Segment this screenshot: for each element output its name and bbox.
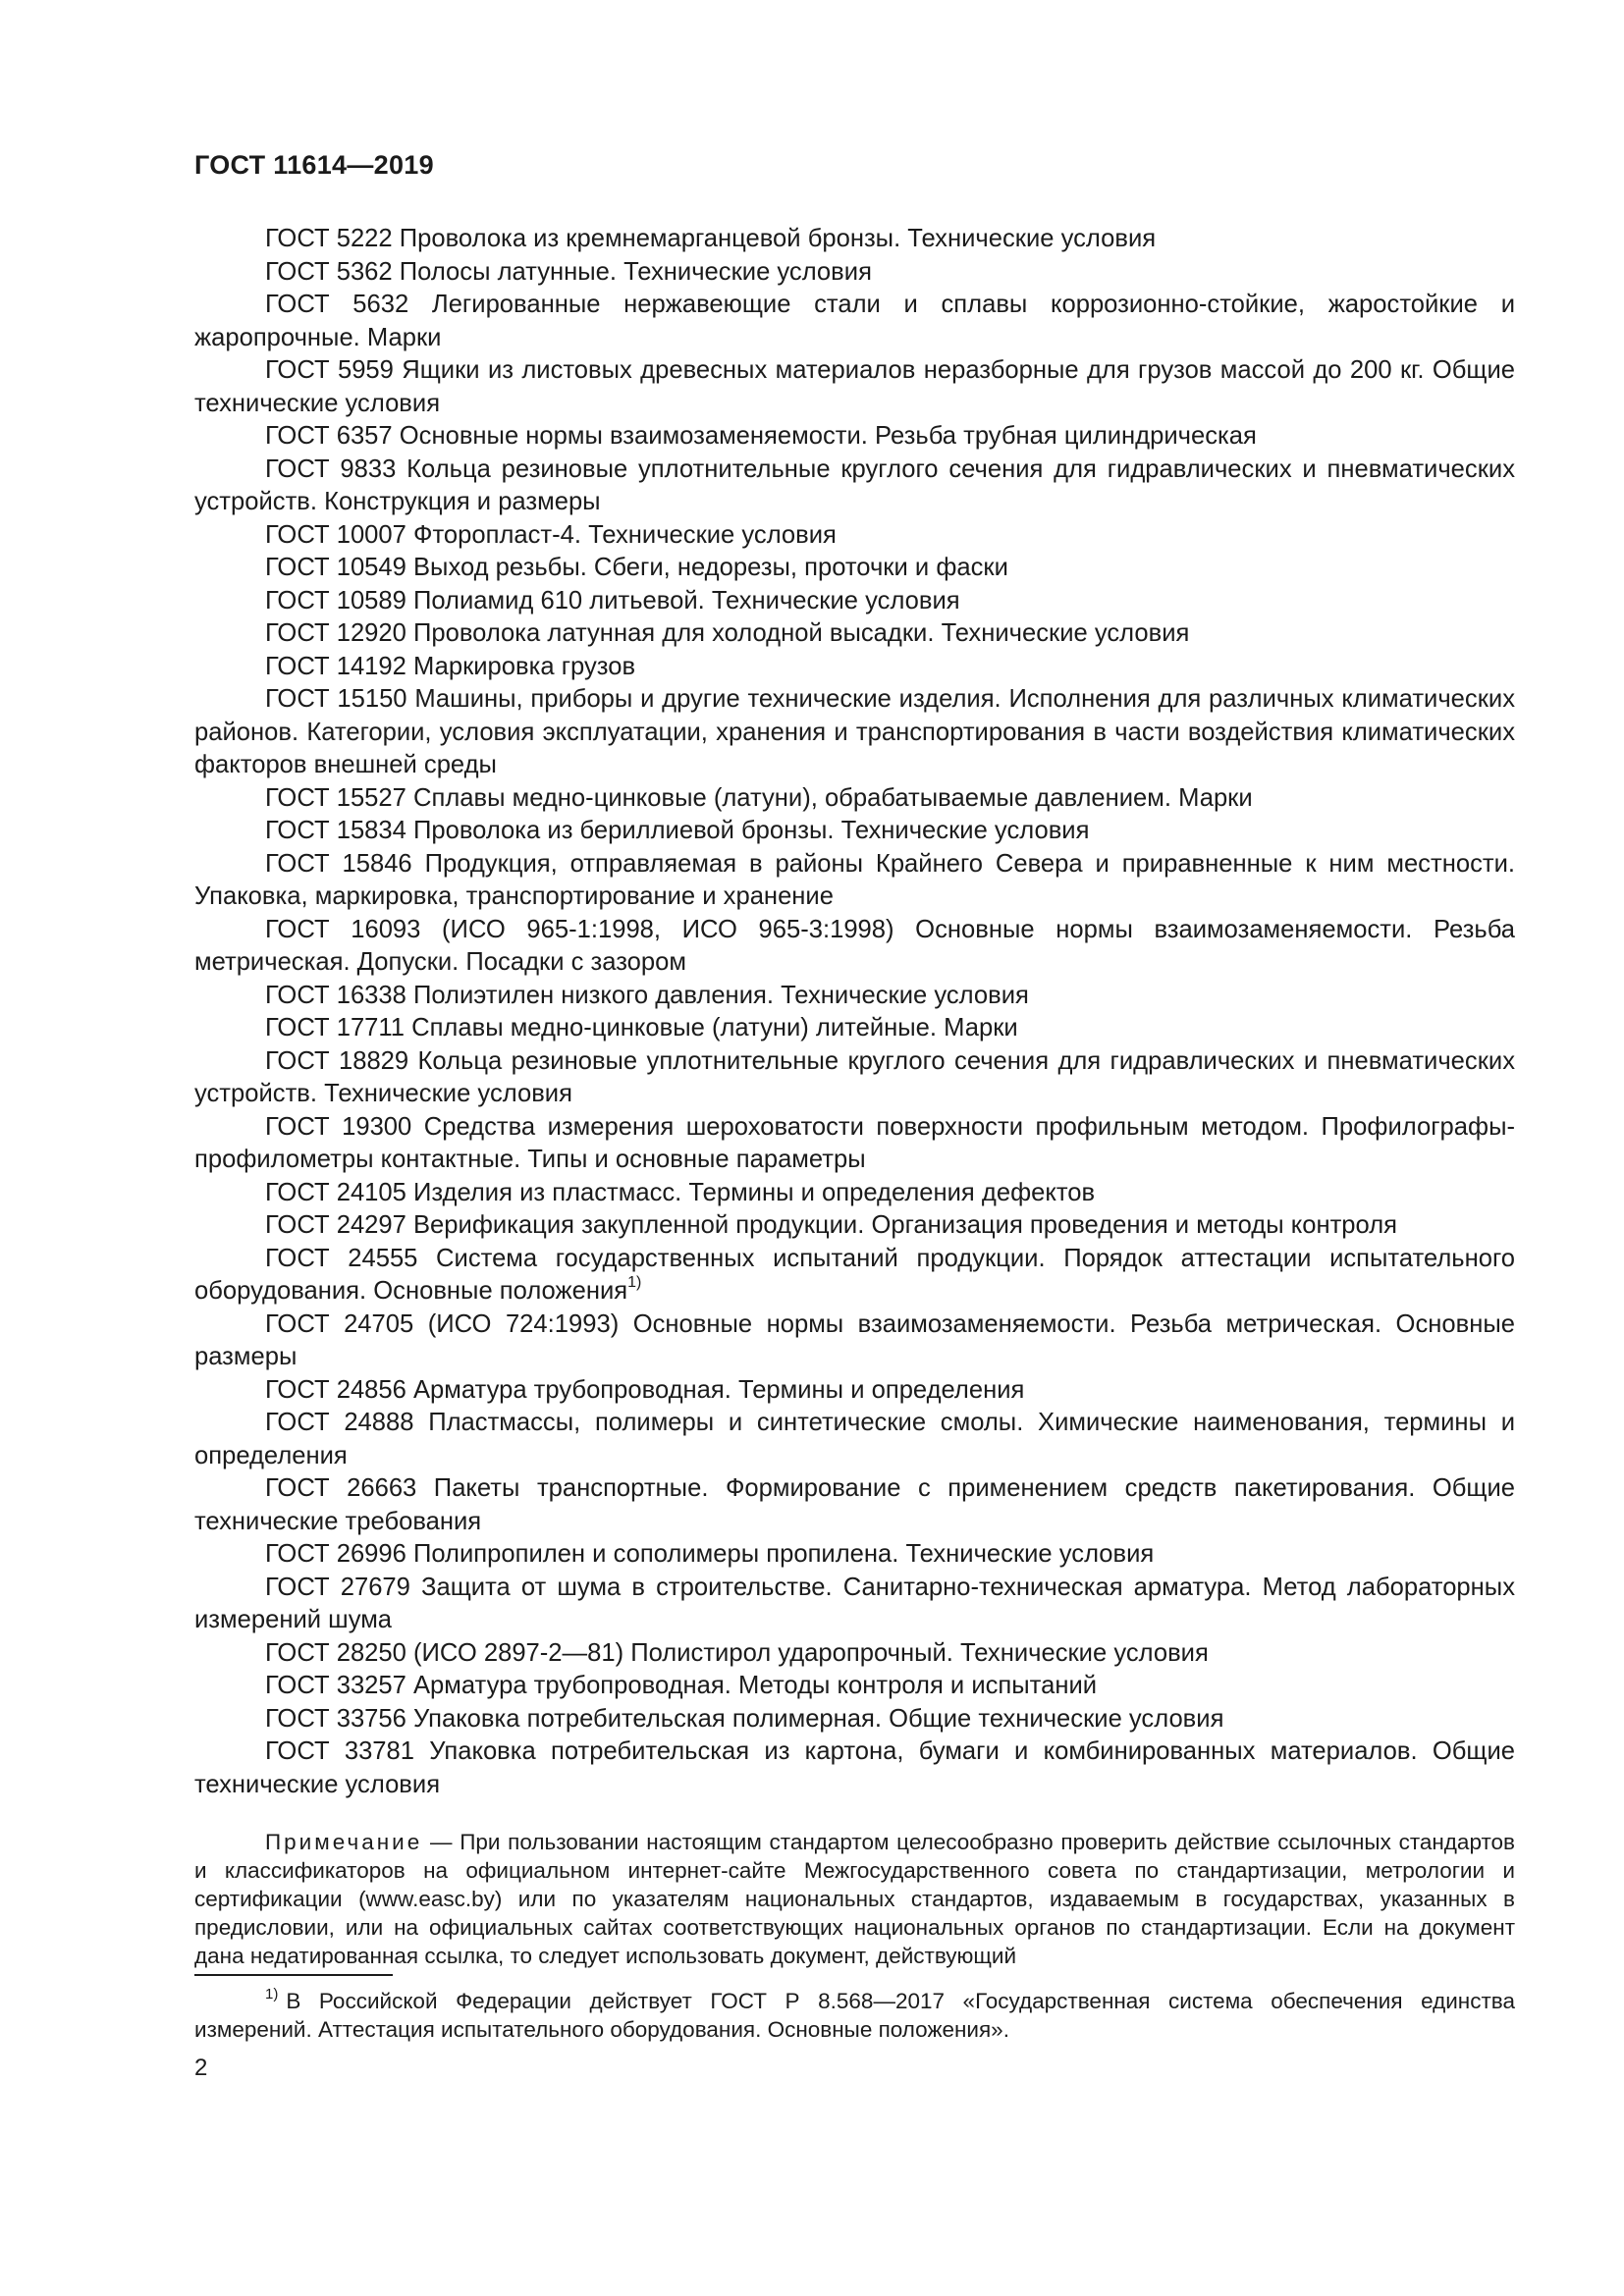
footnote-separator bbox=[194, 1974, 393, 1976]
page-number: 2 bbox=[194, 2055, 208, 2081]
normative-references-list bbox=[194, 223, 1515, 1801]
reference-item: ГОСТ 24105 Изделия из пластмасс. Термины и определения дефектов bbox=[265, 1178, 1096, 1206]
reference-item: ГОСТ 15527 Сплавы медно-цинковые (латуни), обрабатываемые давлением. Марки bbox=[265, 783, 1253, 812]
reference-item: ГОСТ 10589 Полиамид 610 литьевой. Технические условия bbox=[265, 586, 960, 614]
reference-item: ГОСТ 15150 Машины, приборы и другие технические изделия. Исполнения для различных климатических районов. Категории, условия эксплуатации, хранения и транспортирования в части воздействия климатических факторов внешней среды bbox=[194, 685, 1515, 778]
reference-item: ГОСТ 27679 Защита от шума в строительстве. Санитарно-техническая арматура. Метод лабораторных измерений шума bbox=[194, 1573, 1515, 1633]
note-label: Примечание bbox=[265, 1830, 423, 1854]
reference-item: ГОСТ 5362 Полосы латунные. Технические условия bbox=[265, 257, 872, 286]
reference-item: ГОСТ 24856 Арматура трубопроводная. Термины и определения bbox=[265, 1375, 1025, 1404]
reference-item: ГОСТ 15846 Продукция, отправляемая в районы Крайнего Севера и приравненные к ним местности. Упаковка, маркировка, транспортирование и хранение bbox=[194, 849, 1515, 910]
footnote bbox=[194, 1987, 1515, 2044]
reference-item: ГОСТ 16338 Полиэтилен низкого давления. Технические условия bbox=[265, 981, 1029, 1009]
reference-item: ГОСТ 5959 Ящики из листовых древесных материалов неразборные для грузов массой до 200 кг. Общие технические условия bbox=[194, 356, 1515, 417]
reference-item: ГОСТ 14192 Маркировка грузов bbox=[265, 652, 636, 680]
reference-item: ГОСТ 24555 Система государственных испытаний продукции. Порядок аттестации испытательного оборудования. Основные положения$^{1)}$ bbox=[194, 1244, 1515, 1305]
reference-item: ГОСТ 26996 Полипропилен и сополимеры пропилена. Технические условия bbox=[265, 1540, 1155, 1568]
reference-item: ГОСТ 9833 Кольца резиновые уплотнительные круглого сечения для гидравлических и пневматических устройств. Конструкция и размеры bbox=[194, 454, 1515, 515]
footnote-text: В Российской Федерации действует ГОСТ Р 8.568—2017 «Государственная система обеспечения единства измерений. Аттестация испытательного оборудования. Основные положения». bbox=[194, 1989, 1515, 2042]
reference-item: ГОСТ 24297 Верификация закупленной продукции. Организация проведения и методы контроля bbox=[265, 1211, 1398, 1239]
reference-item: ГОСТ 15834 Проволока из бериллиевой бронзы. Технические условия bbox=[265, 817, 1090, 844]
reference-item: ГОСТ 18829 Кольца резиновые уплотнительные круглого сечения для гидравлических и пневматических устройств. Технические условия bbox=[194, 1046, 1515, 1107]
reference-item: ГОСТ 10549 Выход резьбы. Сбеги, недорезы, проточки и фаски bbox=[265, 554, 1008, 581]
reference-item: ГОСТ 26663 Пакеты транспортные. Формирование с применением средств пакетирования. Общие технические требования bbox=[194, 1474, 1515, 1535]
reference-item: ГОСТ 10007 Фторопласт-4. Технические условия bbox=[265, 520, 837, 549]
reference-item: ГОСТ 33756 Упаковка потребительская полимерная. Общие технические условия bbox=[265, 1704, 1224, 1733]
reference-item: ГОСТ 33781 Упаковка потребительская из картона, бумаги и комбинированных материалов. Общие технические условия bbox=[194, 1737, 1515, 1798]
reference-item: ГОСТ 24888 Пластмассы, полимеры и синтетические смолы. Химические наименования, термины и определения bbox=[194, 1409, 1515, 1469]
reference-item: ГОСТ 33257 Арматура трубопроводная. Методы контроля и испытаний bbox=[265, 1672, 1098, 1699]
note-text: — При пользовании настоящим стандартом целесообразно проверить действие ссылочных стандартов и классификаторов на официальном интернет-сайте Межгосударственного совета по стандартизации, метрологии и сертификации (www.easc.by) или по указателям национальных стандартов, издаваемым в государствах, указанных в предисловии, или на официальных сайтах соответствующих национальных органов по стандартизации. Если на документ дана недатированная ссылка, то следует использовать документ, действующий bbox=[194, 1830, 1515, 1968]
reference-item: ГОСТ 12920 Проволока латунная для холодной высадки. Технические условия bbox=[265, 619, 1190, 647]
document-header: ГОСТ 11614—2019 bbox=[194, 150, 434, 180]
note-paragraph bbox=[194, 1828, 1515, 1970]
reference-item: ГОСТ 19300 Средства измерения шероховатости поверхности профильным методом. Профилографы-профилометры контактные. Типы и основные параметры bbox=[194, 1112, 1515, 1173]
reference-item: ГОСТ 16093 (ИСО 965-1:1998, ИСО 965-3:1998) Основные нормы взаимозаменяемости. Резьба метрическая. Допуски. Посадки с зазором bbox=[194, 915, 1515, 976]
reference-item: ГОСТ 28250 (ИСО 2897-2—81) Полистирол ударопрочный. Технические условия bbox=[265, 1638, 1209, 1667]
reference-item: ГОСТ 5222 Проволока из кремнемарганцевой бронзы. Технические условия bbox=[265, 225, 1157, 252]
reference-item: ГОСТ 17711 Сплавы медно-цинковые (латуни) литейные. Марки bbox=[265, 1014, 1018, 1041]
footnote-mark: 1) bbox=[265, 1986, 279, 2002]
reference-item: ГОСТ 6357 Основные нормы взаимозаменяемости. Резьба трубная цилиндрическая bbox=[265, 422, 1257, 450]
reference-item: ГОСТ 5632 Легированные нержавеющие стали и сплавы коррозионно-стойкие, жаростойкие и жаропрочные. Марки bbox=[194, 291, 1515, 351]
footnote-reference-mark: 1) bbox=[627, 1274, 642, 1291]
reference-item: ГОСТ 24705 (ИСО 724:1993) Основные нормы взаимозаменяемости. Резьба метрическая. Основные размеры bbox=[194, 1309, 1515, 1370]
